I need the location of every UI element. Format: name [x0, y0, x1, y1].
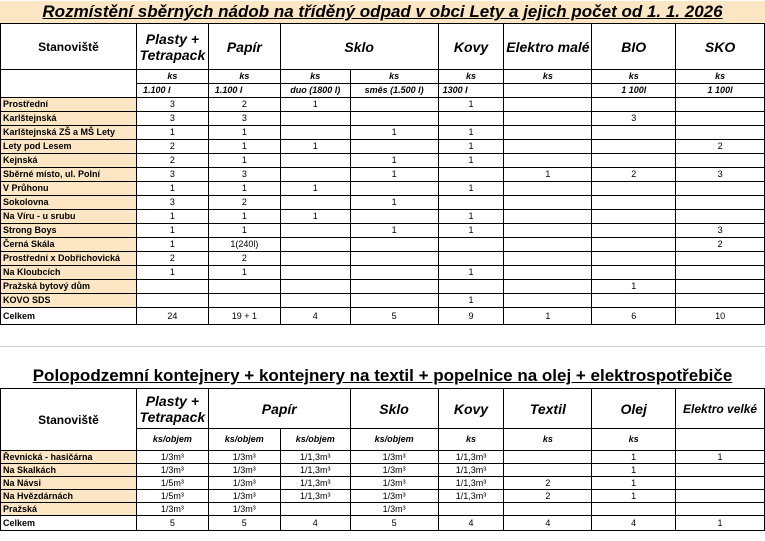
count-cell: 1/1,3m³ — [280, 464, 350, 477]
col-header-elektro: Elektro velké — [676, 389, 765, 429]
location-name: Kejnská — [1, 154, 137, 168]
total-cell: 5 — [350, 308, 438, 325]
count-cell: 1/3m³ — [136, 464, 208, 477]
count-cell: 3 — [136, 112, 208, 126]
count-cell: 1 — [136, 238, 208, 252]
col-header-sko: SKO — [676, 24, 765, 70]
count-cell: 1 — [438, 98, 504, 112]
count-cell — [676, 280, 765, 294]
count-cell — [280, 280, 350, 294]
count-cell: 1 — [438, 266, 504, 280]
table-row — [1, 210, 765, 224]
count-cell: 1/1,3m³ — [280, 477, 350, 490]
total-cell: 5 — [136, 516, 208, 531]
count-cell: 2 — [504, 490, 592, 503]
count-cell — [504, 210, 592, 224]
count-cell: 2 — [676, 140, 765, 154]
count-cell: 1 — [280, 98, 350, 112]
count-cell: 1/1,3m³ — [280, 451, 350, 464]
count-cell — [350, 294, 438, 308]
count-cell — [280, 503, 350, 516]
location-name: Na Kloubcích — [1, 266, 137, 280]
count-cell — [438, 252, 504, 266]
count-cell — [280, 224, 350, 238]
count-cell — [208, 280, 280, 294]
unit-cell: ks — [208, 70, 280, 84]
count-cell: 1 — [136, 224, 208, 238]
count-cell: 1 — [350, 224, 438, 238]
count-cell: 1 — [208, 140, 280, 154]
count-cell — [676, 294, 765, 308]
count-cell — [350, 210, 438, 224]
table-row — [1, 126, 765, 140]
count-cell — [676, 196, 765, 210]
count-cell: 1 — [592, 490, 676, 503]
count-cell: 1/3m³ — [208, 477, 280, 490]
count-cell: 1 — [676, 451, 765, 464]
count-cell — [280, 126, 350, 140]
count-cell: 3 — [208, 112, 280, 126]
col-header-kovy: Kovy — [438, 389, 504, 429]
count-cell — [504, 294, 592, 308]
location-name: KOVO SDS — [1, 294, 137, 308]
count-cell — [280, 196, 350, 210]
count-cell — [438, 196, 504, 210]
count-cell: 1/1,3m³ — [438, 477, 504, 490]
unit-cell: ks/objem — [136, 429, 208, 451]
table-row — [1, 224, 765, 238]
unit-cell: ks — [350, 70, 438, 84]
count-cell — [280, 294, 350, 308]
location-name: Strong Boys — [1, 224, 137, 238]
count-cell — [676, 126, 765, 140]
total-cell: 4 — [280, 516, 350, 531]
count-cell: 1 — [350, 154, 438, 168]
count-cell: 1/3m³ — [350, 477, 438, 490]
location-name: Na Skalkách — [1, 464, 137, 477]
table-row — [1, 238, 765, 252]
count-cell — [592, 210, 676, 224]
count-cell — [136, 294, 208, 308]
col-header-papir: Papír — [208, 24, 280, 70]
volume-cell: 1 100l — [592, 84, 676, 98]
count-cell: 2 — [136, 140, 208, 154]
volume-cell: 1 100l — [676, 84, 765, 98]
col-header-plasty: Plasty + Tetrapack — [136, 389, 208, 429]
count-cell — [592, 182, 676, 196]
count-cell: 1/3m³ — [208, 451, 280, 464]
count-cell: 1 — [504, 168, 592, 182]
count-cell — [592, 154, 676, 168]
count-cell: 3 — [592, 112, 676, 126]
col-header-sklo: Sklo — [280, 24, 438, 70]
count-cell: 1 — [280, 140, 350, 154]
location-name: Sokolovna — [1, 196, 137, 210]
unit-cell: ks — [504, 429, 592, 451]
total-row — [1, 308, 765, 325]
count-cell: 1/1,3m³ — [438, 464, 504, 477]
location-name: Na Hvězdárnách — [1, 490, 137, 503]
volume-cell: 1300 l — [438, 84, 504, 98]
table-row — [1, 168, 765, 182]
unit-cell: ks — [676, 70, 765, 84]
count-cell: 1 — [350, 126, 438, 140]
total-cell: 5 — [350, 516, 438, 531]
count-cell — [280, 252, 350, 266]
count-cell: 1/3m³ — [350, 464, 438, 477]
header-row — [1, 389, 765, 429]
count-cell — [136, 280, 208, 294]
table1-title: Rozmístění sběrných nádob na tříděný odpad v obci Lety a jejich počet od 1. 1. 2026 — [0, 1, 765, 23]
count-cell — [676, 98, 765, 112]
location-name: Černá Skála — [1, 238, 137, 252]
count-cell: 1 — [592, 464, 676, 477]
unit-cell: ks/objem — [350, 429, 438, 451]
count-cell: 1 — [136, 126, 208, 140]
count-cell: 1 — [438, 126, 504, 140]
total-cell: 4 — [592, 516, 676, 531]
count-cell: 1 — [438, 140, 504, 154]
count-cell — [504, 196, 592, 210]
location-name: Pražská — [1, 503, 137, 516]
count-cell: 2 — [136, 154, 208, 168]
count-cell — [676, 154, 765, 168]
count-cell: 3 — [676, 168, 765, 182]
count-cell — [504, 238, 592, 252]
location-name: Karlštejnská ZŠ a MŠ Lety — [1, 126, 137, 140]
count-cell — [280, 238, 350, 252]
total-cell: 4 — [504, 516, 592, 531]
count-cell — [208, 294, 280, 308]
count-cell: 1 — [208, 224, 280, 238]
col-header-papir: Papír — [208, 389, 350, 429]
table2-title: Polopodzemní kontejnery + kontejnery na textil + popelnice na olej + elektrospotřebiče — [32, 366, 733, 385]
unit-cell: ks/objem — [280, 429, 350, 451]
col-header-stanoviste: Stanoviště — [1, 24, 137, 70]
count-cell — [676, 477, 765, 490]
count-cell: 1/3m³ — [136, 503, 208, 516]
count-cell: 1/1,3m³ — [280, 490, 350, 503]
count-cell: 1 — [208, 210, 280, 224]
unit-cell: ks — [280, 70, 350, 84]
count-cell: 1 — [350, 168, 438, 182]
count-cell: 1 — [350, 196, 438, 210]
count-cell — [592, 252, 676, 266]
location-name: Lety pod Lesem — [1, 140, 137, 154]
count-cell — [280, 154, 350, 168]
count-cell: 1/5m³ — [136, 490, 208, 503]
total-cell: 9 — [438, 308, 504, 325]
count-cell — [592, 196, 676, 210]
total-label: Celkem — [1, 516, 137, 531]
count-cell — [504, 140, 592, 154]
location-name: Prostřední — [1, 98, 137, 112]
count-cell — [438, 112, 504, 126]
count-cell — [592, 224, 676, 238]
count-cell — [676, 210, 765, 224]
count-cell — [438, 280, 504, 294]
waste-containers-table — [0, 23, 765, 325]
count-cell — [504, 266, 592, 280]
count-cell — [504, 451, 592, 464]
table-row — [1, 477, 765, 490]
unit-cell — [676, 429, 765, 451]
table-row — [1, 294, 765, 308]
table-row — [1, 503, 765, 516]
total-cell: 6 — [592, 308, 676, 325]
count-cell — [350, 182, 438, 196]
count-cell — [592, 266, 676, 280]
count-cell — [350, 266, 438, 280]
unit-cell: ks — [438, 70, 504, 84]
underground-containers-table — [0, 388, 765, 531]
count-cell: 3 — [208, 168, 280, 182]
count-cell — [504, 280, 592, 294]
separator — [0, 346, 765, 365]
count-cell: 1/1,3m³ — [438, 451, 504, 464]
count-cell: 1(240l) — [208, 238, 280, 252]
count-cell: 1/3m³ — [136, 451, 208, 464]
total-cell: 4 — [438, 516, 504, 531]
count-cell — [438, 168, 504, 182]
unit-cell: ks — [592, 429, 676, 451]
table-row — [1, 98, 765, 112]
count-cell: 1 — [592, 280, 676, 294]
count-cell: 3 — [136, 168, 208, 182]
count-cell — [280, 112, 350, 126]
total-cell: 4 — [280, 308, 350, 325]
header-row — [1, 24, 765, 70]
count-cell: 1/3m³ — [350, 503, 438, 516]
count-cell: 1 — [280, 210, 350, 224]
table-row — [1, 451, 765, 464]
total-cell: 1 — [676, 516, 765, 531]
location-name: Řevnická - hasičárna — [1, 451, 137, 464]
count-cell — [676, 464, 765, 477]
count-cell — [504, 503, 592, 516]
count-cell — [676, 503, 765, 516]
count-cell: 3 — [676, 224, 765, 238]
count-cell — [504, 182, 592, 196]
table-row — [1, 280, 765, 294]
unit-cell: ks — [504, 70, 592, 84]
count-cell — [592, 126, 676, 140]
col-header-elektro: Elektro malé — [504, 24, 592, 70]
table-row — [1, 196, 765, 210]
count-cell — [592, 98, 676, 112]
location-name: V Průhonu — [1, 182, 137, 196]
count-cell — [676, 182, 765, 196]
count-cell — [592, 503, 676, 516]
count-cell: 1 — [136, 210, 208, 224]
table-row — [1, 464, 765, 477]
count-cell — [350, 280, 438, 294]
unit-row — [1, 70, 765, 84]
location-name: Na Víru - u srubu — [1, 210, 137, 224]
volume-cell: směs (1.500 l) — [350, 84, 438, 98]
location-name: Pražská bytový dům — [1, 280, 137, 294]
location-name: Prostřední x Dobřichovická — [1, 252, 137, 266]
volume-cell — [504, 84, 592, 98]
table-row — [1, 154, 765, 168]
location-name: Sběrné místo, ul. Polní — [1, 168, 137, 182]
table-row — [1, 112, 765, 126]
col-header-textil: Textil — [504, 389, 592, 429]
total-cell: 10 — [676, 308, 765, 325]
table-row — [1, 266, 765, 280]
col-header-stanoviste: Stanoviště — [1, 389, 137, 451]
unit-cell: ks — [592, 70, 676, 84]
count-cell — [676, 112, 765, 126]
count-cell: 1 — [438, 182, 504, 196]
count-cell — [676, 490, 765, 503]
volume-cell: duo (1800 l) — [280, 84, 350, 98]
count-cell — [438, 503, 504, 516]
unit-cell: ks/objem — [208, 429, 280, 451]
col-header-sklo: Sklo — [350, 389, 438, 429]
count-cell — [438, 238, 504, 252]
total-row — [1, 516, 765, 531]
count-cell — [350, 98, 438, 112]
count-cell — [350, 238, 438, 252]
count-cell — [592, 140, 676, 154]
count-cell: 2 — [136, 252, 208, 266]
count-cell — [350, 252, 438, 266]
total-cell: 24 — [136, 308, 208, 325]
count-cell: 1 — [136, 266, 208, 280]
table-row — [1, 140, 765, 154]
count-cell — [504, 126, 592, 140]
count-cell — [504, 154, 592, 168]
table-row — [1, 252, 765, 266]
count-cell: 1/3m³ — [350, 490, 438, 503]
count-cell: 1 — [438, 224, 504, 238]
count-cell: 1 — [438, 210, 504, 224]
count-cell: 1 — [136, 182, 208, 196]
unit-cell: ks — [438, 429, 504, 451]
count-cell — [504, 464, 592, 477]
count-cell — [350, 112, 438, 126]
total-cell: 19 + 1 — [208, 308, 280, 325]
count-cell: 3 — [136, 98, 208, 112]
location-name: Karlštejnská — [1, 112, 137, 126]
count-cell: 2 — [592, 168, 676, 182]
table-row — [1, 490, 765, 503]
count-cell — [592, 238, 676, 252]
location-name: Na Návsi — [1, 477, 137, 490]
count-cell — [350, 140, 438, 154]
count-cell: 1 — [592, 477, 676, 490]
count-cell: 1/1,3m³ — [438, 490, 504, 503]
count-cell: 1/3m³ — [208, 464, 280, 477]
volume-cell: 1.100 l — [136, 84, 208, 98]
count-cell: 1/3m³ — [208, 490, 280, 503]
count-cell — [676, 252, 765, 266]
count-cell: 1 — [592, 451, 676, 464]
count-cell — [504, 224, 592, 238]
count-cell: 2 — [208, 252, 280, 266]
count-cell: 1 — [208, 266, 280, 280]
count-cell: 2 — [676, 238, 765, 252]
count-cell: 1 — [280, 182, 350, 196]
count-cell: 1/5m³ — [136, 477, 208, 490]
count-cell — [504, 252, 592, 266]
count-cell — [504, 112, 592, 126]
count-cell — [592, 294, 676, 308]
total-label: Celkem — [1, 308, 137, 325]
count-cell: 1 — [208, 182, 280, 196]
count-cell: 2 — [208, 98, 280, 112]
count-cell — [280, 266, 350, 280]
volume-cell: 1.100 l — [208, 84, 280, 98]
count-cell — [280, 168, 350, 182]
col-header-kovy: Kovy — [438, 24, 504, 70]
count-cell: 1 — [438, 154, 504, 168]
count-cell: 1 — [208, 154, 280, 168]
count-cell: 1/3m³ — [208, 503, 280, 516]
total-cell: 5 — [208, 516, 280, 531]
col-header-bio: BIO — [592, 24, 676, 70]
col-header-plasty: Plasty + Tetrapack — [136, 24, 208, 70]
count-cell: 2 — [504, 477, 592, 490]
table-row — [1, 182, 765, 196]
count-cell — [504, 98, 592, 112]
count-cell: 1 — [208, 126, 280, 140]
col-header-olej: Olej — [592, 389, 676, 429]
count-cell: 2 — [208, 196, 280, 210]
count-cell: 1/3m³ — [350, 451, 438, 464]
count-cell: 3 — [136, 196, 208, 210]
total-cell: 1 — [504, 308, 592, 325]
unit-cell: ks — [136, 70, 208, 84]
count-cell — [676, 266, 765, 280]
count-cell: 1 — [438, 294, 504, 308]
